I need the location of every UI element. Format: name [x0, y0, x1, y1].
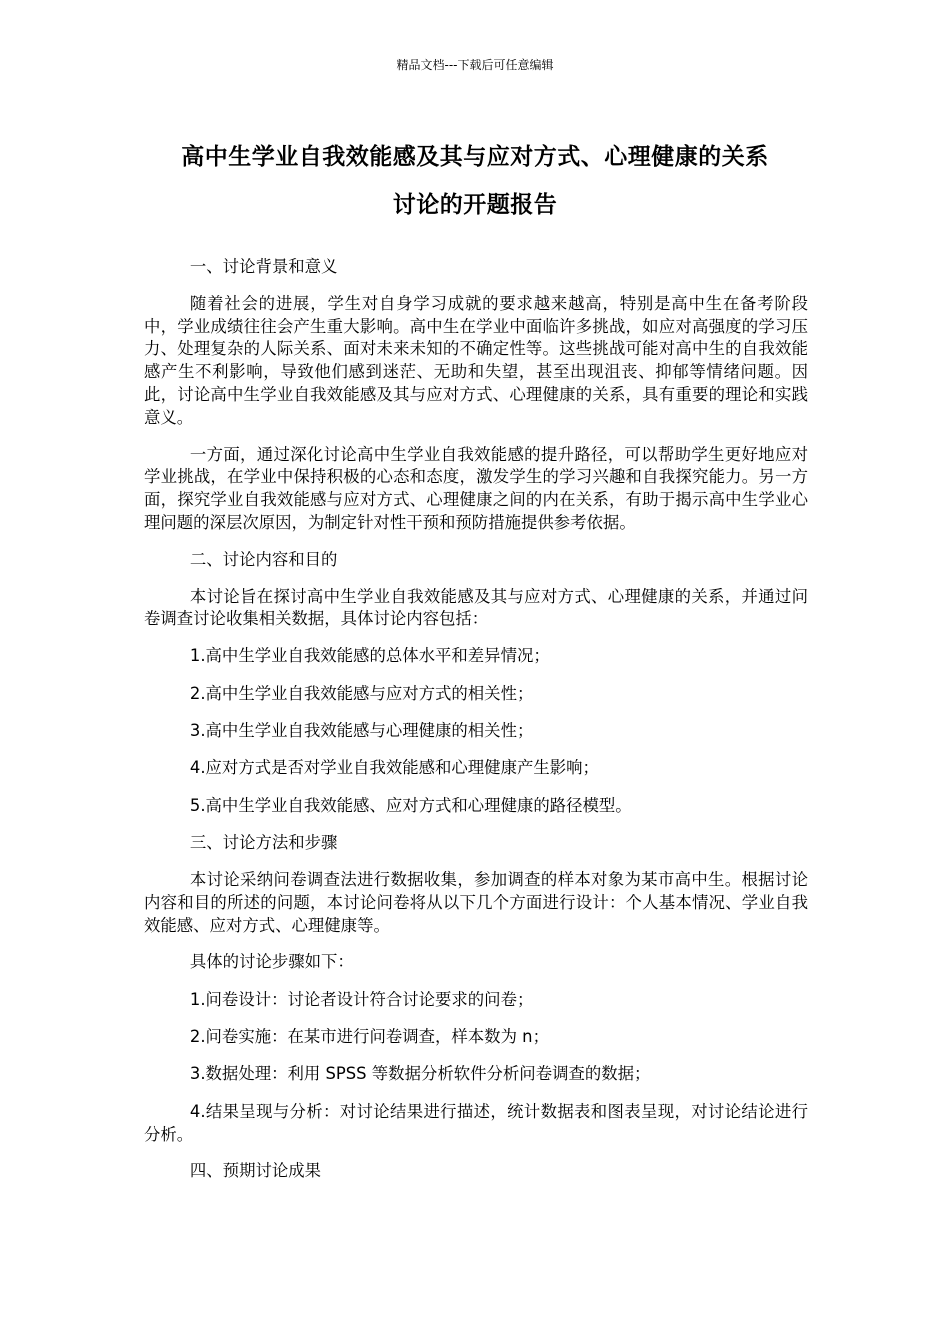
- list-item: 4.应对方式是否对学业自我效能感和心理健康产生影响；: [189, 758, 599, 778]
- title-line-2: 讨论的开题报告: [392, 192, 558, 218]
- section-heading-2: 二、讨论内容和目的: [189, 549, 338, 569]
- list-item: 1.高中生学业自我效能感的总体水平和差异情况；: [189, 646, 550, 666]
- document-title: [100, 133, 850, 229]
- paragraph: 本讨论采纳问卷调查法进行数据收集，参加调查的样本对象为某市高中生。根据讨论内容和目的所述的问题，本讨论问卷将从以下几个方面进行设计：个人基本情况、学业自我效能感、应对方式、心理健康等。: [144, 869, 808, 935]
- list-item: 3.数据处理：利用 SPSS 等数据分析软件分析问卷调查的数据；: [189, 1064, 651, 1084]
- paragraph: 4.结果呈现与分析：对讨论结果进行描述，统计数据表和图表呈现，对讨论结论进行分析。: [144, 1101, 808, 1144]
- paragraph: 一方面，通过深化讨论高中生学业自我效能感的提升路径，可以帮助学生更好地应对学业挑战，在学业中保持积极的心态和态度，激发学生的学习兴趣和自我探究能力。另一方面，探究学业自我效能感与应对方式、心理健康之间的内在关系，有助于揭示高中生学业心理问题的深层次原因，为制定针对性干预和预防措施提供参考依据。: [144, 444, 808, 532]
- list-item: 2.高中生学业自我效能感与应对方式的相关性；: [189, 683, 534, 703]
- list-item: 1.问卷设计：讨论者设计符合讨论要求的问卷；: [189, 989, 534, 1009]
- paragraph: 随着社会的进展，学生对自身学习成就的要求越来越高，特别是高中生在备考阶段中，学业成绩往往会产生重大影响。高中生在学业中面临许多挑战，如应对高强度的学习压力、处理复杂的人际关系、面对未来未知的不确定性等。这些挑战可能对高中生的自我效能感产生不利影响，导致他们感到迷茫、无助和失望，甚至出现沮丧、抑郁等情绪问题。因此，讨论高中生学业自我效能感及其与应对方式、心理健康的关系，具有重要的理论和实践意义。: [144, 293, 808, 427]
- list-item: 3.高中生学业自我效能感与心理健康的相关性；: [189, 720, 534, 740]
- title-line-1: 高中生学业自我效能感及其与应对方式、心理健康的关系: [181, 144, 769, 170]
- paragraph: 本讨论旨在探讨高中生学业自我效能感及其与应对方式、心理健康的关系，并通过问卷调查讨论收集相关数据，具体讨论内容包括：: [144, 586, 808, 629]
- list-intro: 具体的讨论步骤如下：: [189, 952, 354, 972]
- list-item: 5.高中生学业自我效能感、应对方式和心理健康的路径模型。: [189, 795, 632, 815]
- section-heading-1: 一、讨论背景和意义: [189, 257, 338, 276]
- list-item: 2.问卷实施：在某市进行问卷调查，样本数为 n；: [189, 1027, 549, 1047]
- section-heading-4: 四、预期讨论成果: [189, 1161, 322, 1181]
- document-body: [144, 256, 808, 1197]
- section-heading-3: 三、讨论方法和步骤: [189, 833, 338, 853]
- page-header: 精品文档---下载后可任意编辑: [396, 58, 554, 72]
